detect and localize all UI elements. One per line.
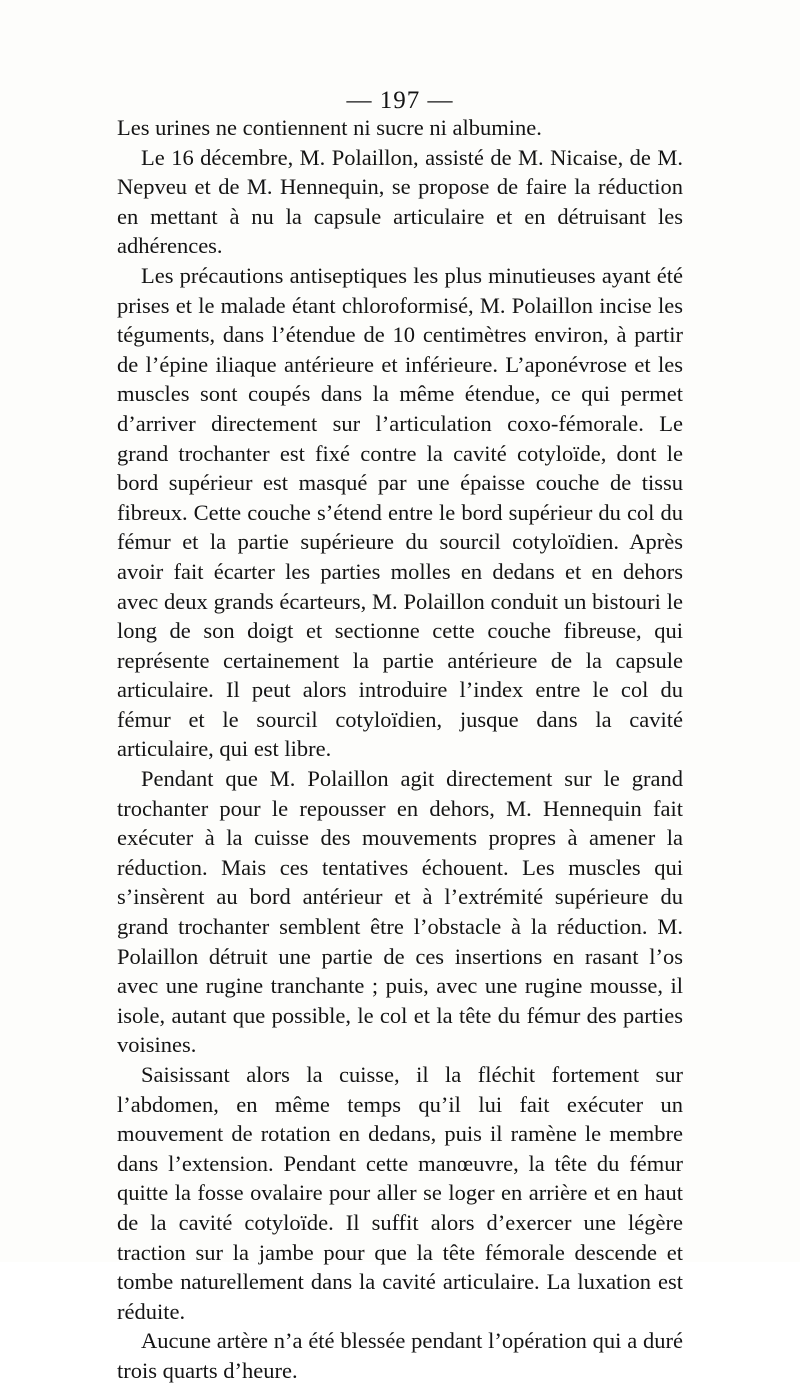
- paragraph-urines: Les urines ne contiennent ni sucre ni albumine.: [117, 115, 542, 140]
- body-text: [117, 113, 683, 1386]
- paragraph-reduction-attempt: Pendant que M. Polaillon agit directement sur le grand trochanter pour le repousser en dehors, M. Hennequin fait exécuter à la cuisse des mouvements propres à amener la réduction. Mais ces tentatives échouent. Les muscles qui s’insèrent au bord antérieur et à l’extrémité supérieure du grand trochanter semblent être l’obstacle à la réduction. M. Polaillon détruit une partie de ces insertions en rasant l’os avec une rugine tranchante ; puis, avec une rugine mousse, il isole, autant que possible, le col et la tête du fémur des parties voisines.: [117, 766, 683, 1058]
- paragraph-luxation-reduced: Saisissant alors la cuisse, il la fléchit fortement sur l’abdomen, en même temps qu’il lui fait exécuter un mouvement de rotation en dedans, puis il ramène le membre dans l’extension. Pendant cette manœuvre, la tête du fémur quitte la fosse ovalaire pour aller se loger en arrière et en haut de la cavité cotyloïde. Il suffit alors d’exercer une légère traction sur la jambe pour que la tête fémorale descende et tombe naturellement dans la cavité articulaire. La luxation est réduite.: [117, 1062, 683, 1324]
- paragraph-antiseptic-incision: Les précautions antiseptiques les plus minutieuses ayant été prises et le malade étant chloroformisé, M. Polaillon incise les téguments, dans l’étendue de 10 centimètres environ, à partir de l’épine iliaque antérieure et inférieure. L’aponévrose et les muscles sont coupés dans la même étendue, ce qui permet d’arriver directement sur l’articulation coxo-fémorale. Le grand trochanter est fixé contre la cavité cotyloïde, dont le bord supérieur est masqué par une épaisse couche de tissu fibreux. Cette couche s’étend entre le bord supérieur du col du fémur et la partie supérieure du sourcil cotyloïdien. Après avoir fait écarter les parties molles en dedans et en dehors avec deux grands écarteurs, M. Polaillon conduit un bistouri le long de son doigt et sectionne cette couche fibreuse, qui représente certainement la partie antérieure de la capsule articulaire. Il peut alors introduire l’index entre le col du fémur et le sourcil cotyloïdien, jusque dans la cavité articulaire, qui est libre.: [117, 262, 683, 762]
- paragraph-duration: Aucune artère n’a été blessée pendant l’opération qui a duré trois quarts d’heure.: [117, 1328, 683, 1383]
- paragraph-december-operation: Le 16 décembre, M. Polaillon, assisté de M. Nicaise, de M. Nepveu et de M. Hennequin, se propose de faire la réduction en mettant à nu la capsule articulaire et en détruisant les adhérences.: [117, 144, 683, 259]
- page-number: — 197 —: [346, 87, 454, 114]
